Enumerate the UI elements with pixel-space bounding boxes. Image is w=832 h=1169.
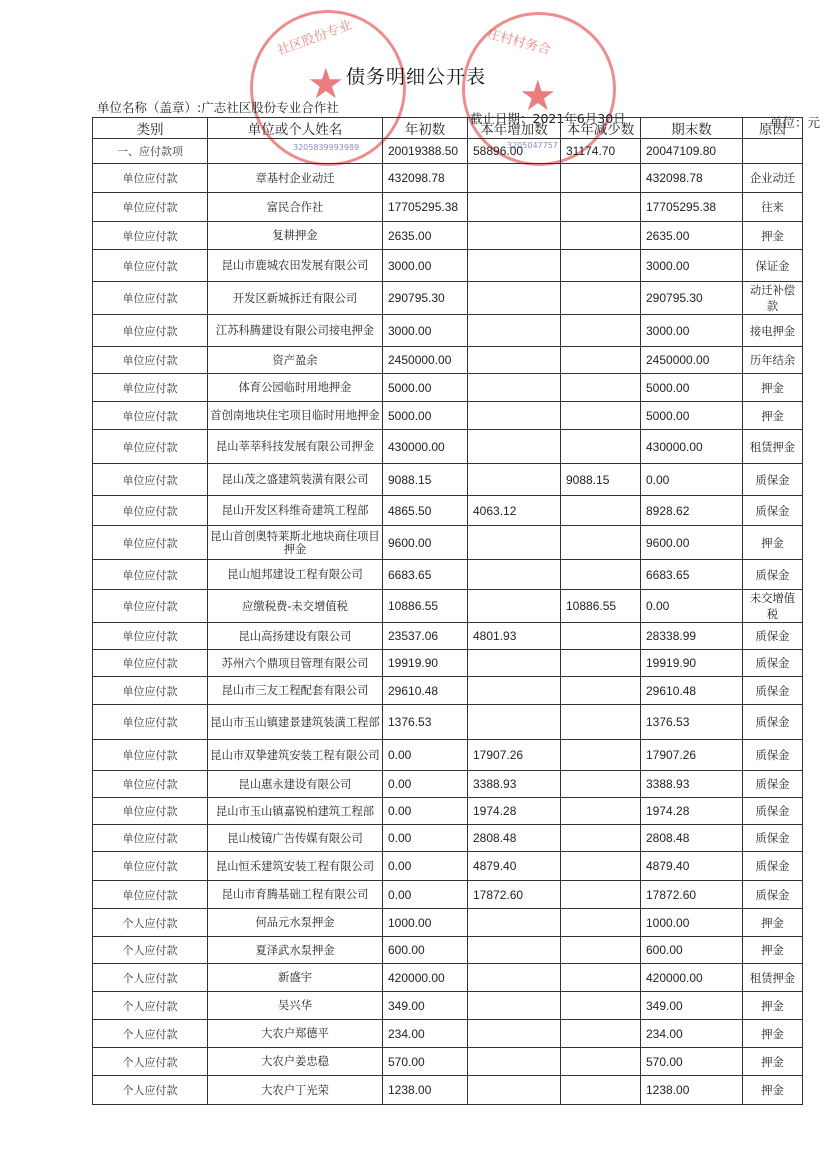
cell-start: 19919.90 [383,650,468,677]
cell-inc: 3388.93 [468,771,561,798]
cell-name: 昆山市双挚建筑安装工程有限公司 [208,740,383,771]
cell-inc: 1974.28 [468,798,561,825]
table-row [93,705,803,740]
cell-end: 9600.00 [641,526,743,560]
cell-type: 单位应付款 [93,496,208,526]
cell-inc: 4063.12 [468,496,561,526]
cell-type: 单位应付款 [93,164,208,193]
cell-start: 349.00 [383,992,468,1020]
cell-end: 17872.60 [641,881,743,909]
cell-end: 1238.00 [641,1076,743,1105]
cell-start: 4865.50 [383,496,468,526]
cell-inc [468,347,561,374]
cell-start: 0.00 [383,771,468,798]
cell-inc [468,650,561,677]
cell-start: 5000.00 [383,402,468,430]
cell-dec [561,705,641,740]
cell-end: 8928.62 [641,496,743,526]
cell-start: 420000.00 [383,964,468,992]
table-row [93,1020,803,1048]
cell-type: 单位应付款 [93,193,208,222]
cell-start: 17705295.38 [383,193,468,222]
cell-end: 2635.00 [641,222,743,250]
cell-inc: 2808.48 [468,825,561,852]
table-row [93,1076,803,1105]
cell-start: 9088.15 [383,464,468,496]
cell-name: 章基村企业动迁 [208,164,383,193]
cell-name: 昆山茂之盛建筑装潢有限公司 [208,464,383,496]
cell-dec [561,881,641,909]
cell-start: 0.00 [383,852,468,881]
cell-start: 234.00 [383,1020,468,1048]
cell-dec [561,250,641,282]
cell-start: 5000.00 [383,374,468,402]
cell-start: 0.00 [383,825,468,852]
cell-end: 432098.78 [641,164,743,193]
cell-type: 单位应付款 [93,250,208,282]
cell-reason: 企业动迁 [743,164,803,193]
table-row [93,347,803,374]
cell-reason: 质保金 [743,881,803,909]
cell-start: 1000.00 [383,909,468,937]
cell-start: 432098.78 [383,164,468,193]
table-row [93,964,803,992]
table-row [93,430,803,464]
cell-reason: 质保金 [743,740,803,771]
cell-inc [468,590,561,623]
cell-end: 28338.99 [641,623,743,650]
cell-start: 2450000.00 [383,347,468,374]
cell-type: 单位应付款 [93,315,208,347]
cell-name: 昆山莘莘科技发展有限公司押金 [208,430,383,464]
debt-detail-table [92,117,803,1105]
cell-start: 0.00 [383,798,468,825]
cell-reason: 押金 [743,1048,803,1076]
table-row [93,526,803,560]
cell-end: 420000.00 [641,964,743,992]
col-header-increase: 本年增加数 [468,118,561,139]
table-row [93,909,803,937]
cutoff-date-label: 截止日期：2021年6月30日 [470,111,626,126]
col-header-start: 年初数 [383,118,468,139]
cell-reason: 质保金 [743,852,803,881]
cell-name: 苏州六个鼎项目管理有限公司 [208,650,383,677]
page-title: 债务明细公开表 [345,66,486,88]
cell-dec [561,623,641,650]
cell-reason: 押金 [743,1076,803,1105]
cell-inc: 17907.26 [468,740,561,771]
cell-type: 单位应付款 [93,740,208,771]
cell-name: 资产盈余 [208,347,383,374]
cell-type: 个人应付款 [93,937,208,964]
cell-type: 一、应付款项 [93,139,208,164]
cell-start: 10886.55 [383,590,468,623]
table-row [93,992,803,1020]
cell-start: 290795.30 [383,282,468,315]
cell-dec [561,315,641,347]
cell-reason: 押金 [743,526,803,560]
table-row [93,222,803,250]
cell-end: 349.00 [641,992,743,1020]
cell-dec [561,825,641,852]
cell-dec [561,402,641,430]
col-header-reason: 原因 [743,118,803,139]
cell-inc [468,193,561,222]
cell-dec [561,1020,641,1048]
cell-inc [468,315,561,347]
cell-start: 29610.48 [383,677,468,705]
cell-end: 2808.48 [641,825,743,852]
cell-start: 0.00 [383,740,468,771]
cell-dec [561,798,641,825]
cell-name: 昆山市玉山镇嘉锐柏建筑工程部 [208,798,383,825]
cell-dec [561,430,641,464]
table-header-row [93,118,803,139]
cell-type: 单位应付款 [93,347,208,374]
cell-inc [468,222,561,250]
table-row [93,193,803,222]
table-row [93,852,803,881]
cell-reason: 动迁补偿款 [743,282,803,315]
cell-type: 单位应付款 [93,222,208,250]
cell-name: 昆山旭邦建设工程有限公司 [208,560,383,590]
cell-inc [468,1076,561,1105]
cell-inc [468,164,561,193]
cell-inc [468,560,561,590]
cell-reason: 往来 [743,193,803,222]
cell-type: 单位应付款 [93,374,208,402]
cell-type: 单位应付款 [93,526,208,560]
seal-star-icon: ★ [307,59,345,108]
cell-start: 570.00 [383,1048,468,1076]
cell-end: 3000.00 [641,250,743,282]
cell-type: 单位应付款 [93,623,208,650]
cell-reason [743,139,803,164]
cell-name [208,139,383,164]
cell-type: 个人应付款 [93,964,208,992]
cell-inc [468,526,561,560]
cell-type: 个人应付款 [93,1076,208,1105]
cell-inc: 58896.00 [468,139,561,164]
cell-end: 5000.00 [641,374,743,402]
table-row [93,464,803,496]
cell-name: 昆山市鹿城农田发展有限公司 [208,250,383,282]
cell-type: 单位应付款 [93,771,208,798]
cell-dec [561,526,641,560]
cell-end: 19919.90 [641,650,743,677]
seal-number: 3205839993989 [293,143,360,152]
table-row [93,881,803,909]
cell-type: 单位应付款 [93,464,208,496]
cell-reason: 质保金 [743,798,803,825]
cell-name: 昆山棱镜广告传媒有限公司 [208,825,383,852]
cell-dec [561,992,641,1020]
cell-reason: 质保金 [743,650,803,677]
table-row [93,315,803,347]
table-row [93,374,803,402]
table-row [93,1048,803,1076]
cell-type: 单位应付款 [93,650,208,677]
cell-start: 9600.00 [383,526,468,560]
cell-name: 昆山市育腾基础工程有限公司 [208,881,383,909]
cell-inc [468,937,561,964]
cell-inc [468,250,561,282]
cell-name: 首创南地块住宅项目临时用地押金 [208,402,383,430]
cell-inc [468,430,561,464]
cell-inc: 4879.40 [468,852,561,881]
cell-inc [468,992,561,1020]
cell-dec [561,937,641,964]
cell-reason: 押金 [743,1020,803,1048]
cell-dec [561,909,641,937]
cell-reason: 质保金 [743,464,803,496]
cell-start: 1376.53 [383,705,468,740]
cell-start: 6683.65 [383,560,468,590]
cell-inc [468,1048,561,1076]
cell-type: 单位应付款 [93,852,208,881]
cell-dec [561,740,641,771]
cell-end: 17705295.38 [641,193,743,222]
table-row [93,139,803,164]
cell-name: 夏泽武水泵押金 [208,937,383,964]
table-row [93,740,803,771]
cell-name: 昆山市三友工程配套有限公司 [208,677,383,705]
cell-name: 富民合作社 [208,193,383,222]
cell-dec [561,771,641,798]
cell-reason: 质保金 [743,496,803,526]
cell-start: 0.00 [383,881,468,909]
cell-reason: 押金 [743,374,803,402]
cell-dec [561,964,641,992]
cell-dec [561,222,641,250]
table-row [93,771,803,798]
cell-end: 1376.53 [641,705,743,740]
cell-inc [468,964,561,992]
cell-type: 单位应付款 [93,590,208,623]
cell-name: 何品元水泵押金 [208,909,383,937]
cell-dec [561,282,641,315]
cell-type: 个人应付款 [93,1020,208,1048]
cell-type: 单位应付款 [93,282,208,315]
cell-end: 0.00 [641,590,743,623]
cell-dec [561,852,641,881]
cell-start: 3000.00 [383,315,468,347]
cell-end: 234.00 [641,1020,743,1048]
cell-inc: 17872.60 [468,881,561,909]
cell-reason: 质保金 [743,677,803,705]
col-header-decrease: 本年减少数 [561,118,641,139]
cell-start: 430000.00 [383,430,468,464]
cell-end: 3388.93 [641,771,743,798]
cell-end: 570.00 [641,1048,743,1076]
seal-ring-text: 庄村村务合 [485,26,553,59]
cell-inc [468,402,561,430]
table-row [93,937,803,964]
cell-type: 单位应付款 [93,881,208,909]
cell-name: 昆山市玉山镇建景建筑装潢工程部 [208,705,383,740]
cell-name: 大农户姜忠稳 [208,1048,383,1076]
cell-dec [561,1048,641,1076]
cell-end: 1000.00 [641,909,743,937]
cell-inc [468,909,561,937]
cell-end: 1974.28 [641,798,743,825]
cell-dec [561,1076,641,1105]
cell-reason: 租赁押金 [743,964,803,992]
cell-inc [468,282,561,315]
cell-name: 应缴税费-未交增值税 [208,590,383,623]
cell-type: 单位应付款 [93,560,208,590]
table-row [93,496,803,526]
cell-type: 单位应付款 [93,825,208,852]
cell-reason: 接电押金 [743,315,803,347]
cell-end: 0.00 [641,464,743,496]
cell-name: 复耕押金 [208,222,383,250]
cell-start: 3000.00 [383,250,468,282]
cell-dec: 10886.55 [561,590,641,623]
cell-end: 290795.30 [641,282,743,315]
cell-dec [561,677,641,705]
table-row [93,825,803,852]
table-row [93,623,803,650]
cell-reason: 押金 [743,909,803,937]
cell-reason: 押金 [743,402,803,430]
cell-dec: 9088.15 [561,464,641,496]
cell-inc [468,705,561,740]
cell-inc [468,374,561,402]
table-row [93,590,803,623]
cell-inc: 4801.93 [468,623,561,650]
table-row [93,250,803,282]
cell-name: 吴兴华 [208,992,383,1020]
cell-start: 2635.00 [383,222,468,250]
seal-star-icon: ★ [519,71,557,120]
table-row [93,282,803,315]
cell-reason: 质保金 [743,623,803,650]
cell-reason: 质保金 [743,560,803,590]
cell-type: 个人应付款 [93,909,208,937]
cell-reason: 质保金 [743,771,803,798]
cell-dec: 31174.70 [561,139,641,164]
cell-end: 430000.00 [641,430,743,464]
cell-dec [561,164,641,193]
cell-type: 单位应付款 [93,677,208,705]
cell-type: 单位应付款 [93,402,208,430]
cell-name: 昆山高扬建设有限公司 [208,623,383,650]
cell-end: 29610.48 [641,677,743,705]
table-row [93,650,803,677]
cell-start: 1238.00 [383,1076,468,1105]
cell-end: 17907.26 [641,740,743,771]
cell-start: 20019388.50 [383,139,468,164]
table-row [93,798,803,825]
cell-type: 单位应付款 [93,705,208,740]
cell-start: 23537.06 [383,623,468,650]
cell-type: 单位应付款 [93,798,208,825]
table-row [93,560,803,590]
cell-reason: 押金 [743,937,803,964]
cell-end: 5000.00 [641,402,743,430]
col-header-end: 期末数 [641,118,743,139]
cell-reason: 未交增值税 [743,590,803,623]
cell-dec [561,496,641,526]
cell-end: 3000.00 [641,315,743,347]
cell-inc [468,464,561,496]
cell-type: 单位应付款 [93,430,208,464]
cell-type: 个人应付款 [93,992,208,1020]
cell-reason: 租赁押金 [743,430,803,464]
cell-end: 4879.40 [641,852,743,881]
currency-unit-label: 单位：元 [770,115,821,130]
cell-reason: 质保金 [743,705,803,740]
cell-end: 20047109.80 [641,139,743,164]
cell-dec [561,560,641,590]
cell-dec [561,374,641,402]
cell-name: 体育公园临时用地押金 [208,374,383,402]
cell-reason: 质保金 [743,825,803,852]
cell-name: 昆山首创奥特莱斯北地块商住项目押金 [208,526,383,560]
col-header-type: 类别 [93,118,208,139]
col-header-name: 单位或个人姓名 [208,118,383,139]
seal-ring-text: 社区股份专业 [275,17,354,59]
seal-number: 3205047757 [507,141,558,150]
table-row [93,164,803,193]
cell-reason: 保证金 [743,250,803,282]
cell-end: 6683.65 [641,560,743,590]
cell-name: 开发区新城拆迁有限公司 [208,282,383,315]
cell-end: 600.00 [641,937,743,964]
cell-end: 2450000.00 [641,347,743,374]
cell-dec [561,650,641,677]
cell-name: 大农户郑德平 [208,1020,383,1048]
cell-reason: 历年结余 [743,347,803,374]
table-row [93,402,803,430]
cell-name: 新盛宇 [208,964,383,992]
cell-reason: 押金 [743,222,803,250]
cell-dec [561,347,641,374]
cell-inc [468,1020,561,1048]
table-row [93,677,803,705]
cell-dec [561,193,641,222]
cell-start: 600.00 [383,937,468,964]
cell-type: 个人应付款 [93,1048,208,1076]
cell-name: 大农户丁光荣 [208,1076,383,1105]
cell-reason: 押金 [743,992,803,1020]
cell-name: 江苏科腾建设有限公司接电押金 [208,315,383,347]
cell-name: 昆山恒禾建筑安装工程有限公司 [208,852,383,881]
cell-inc [468,677,561,705]
cell-name: 昆山惠永建设有限公司 [208,771,383,798]
unit-name-label: 单位名称（盖章）:广志社区股份专业合作社 [97,100,339,115]
cell-name: 昆山开发区科维奇建筑工程部 [208,496,383,526]
